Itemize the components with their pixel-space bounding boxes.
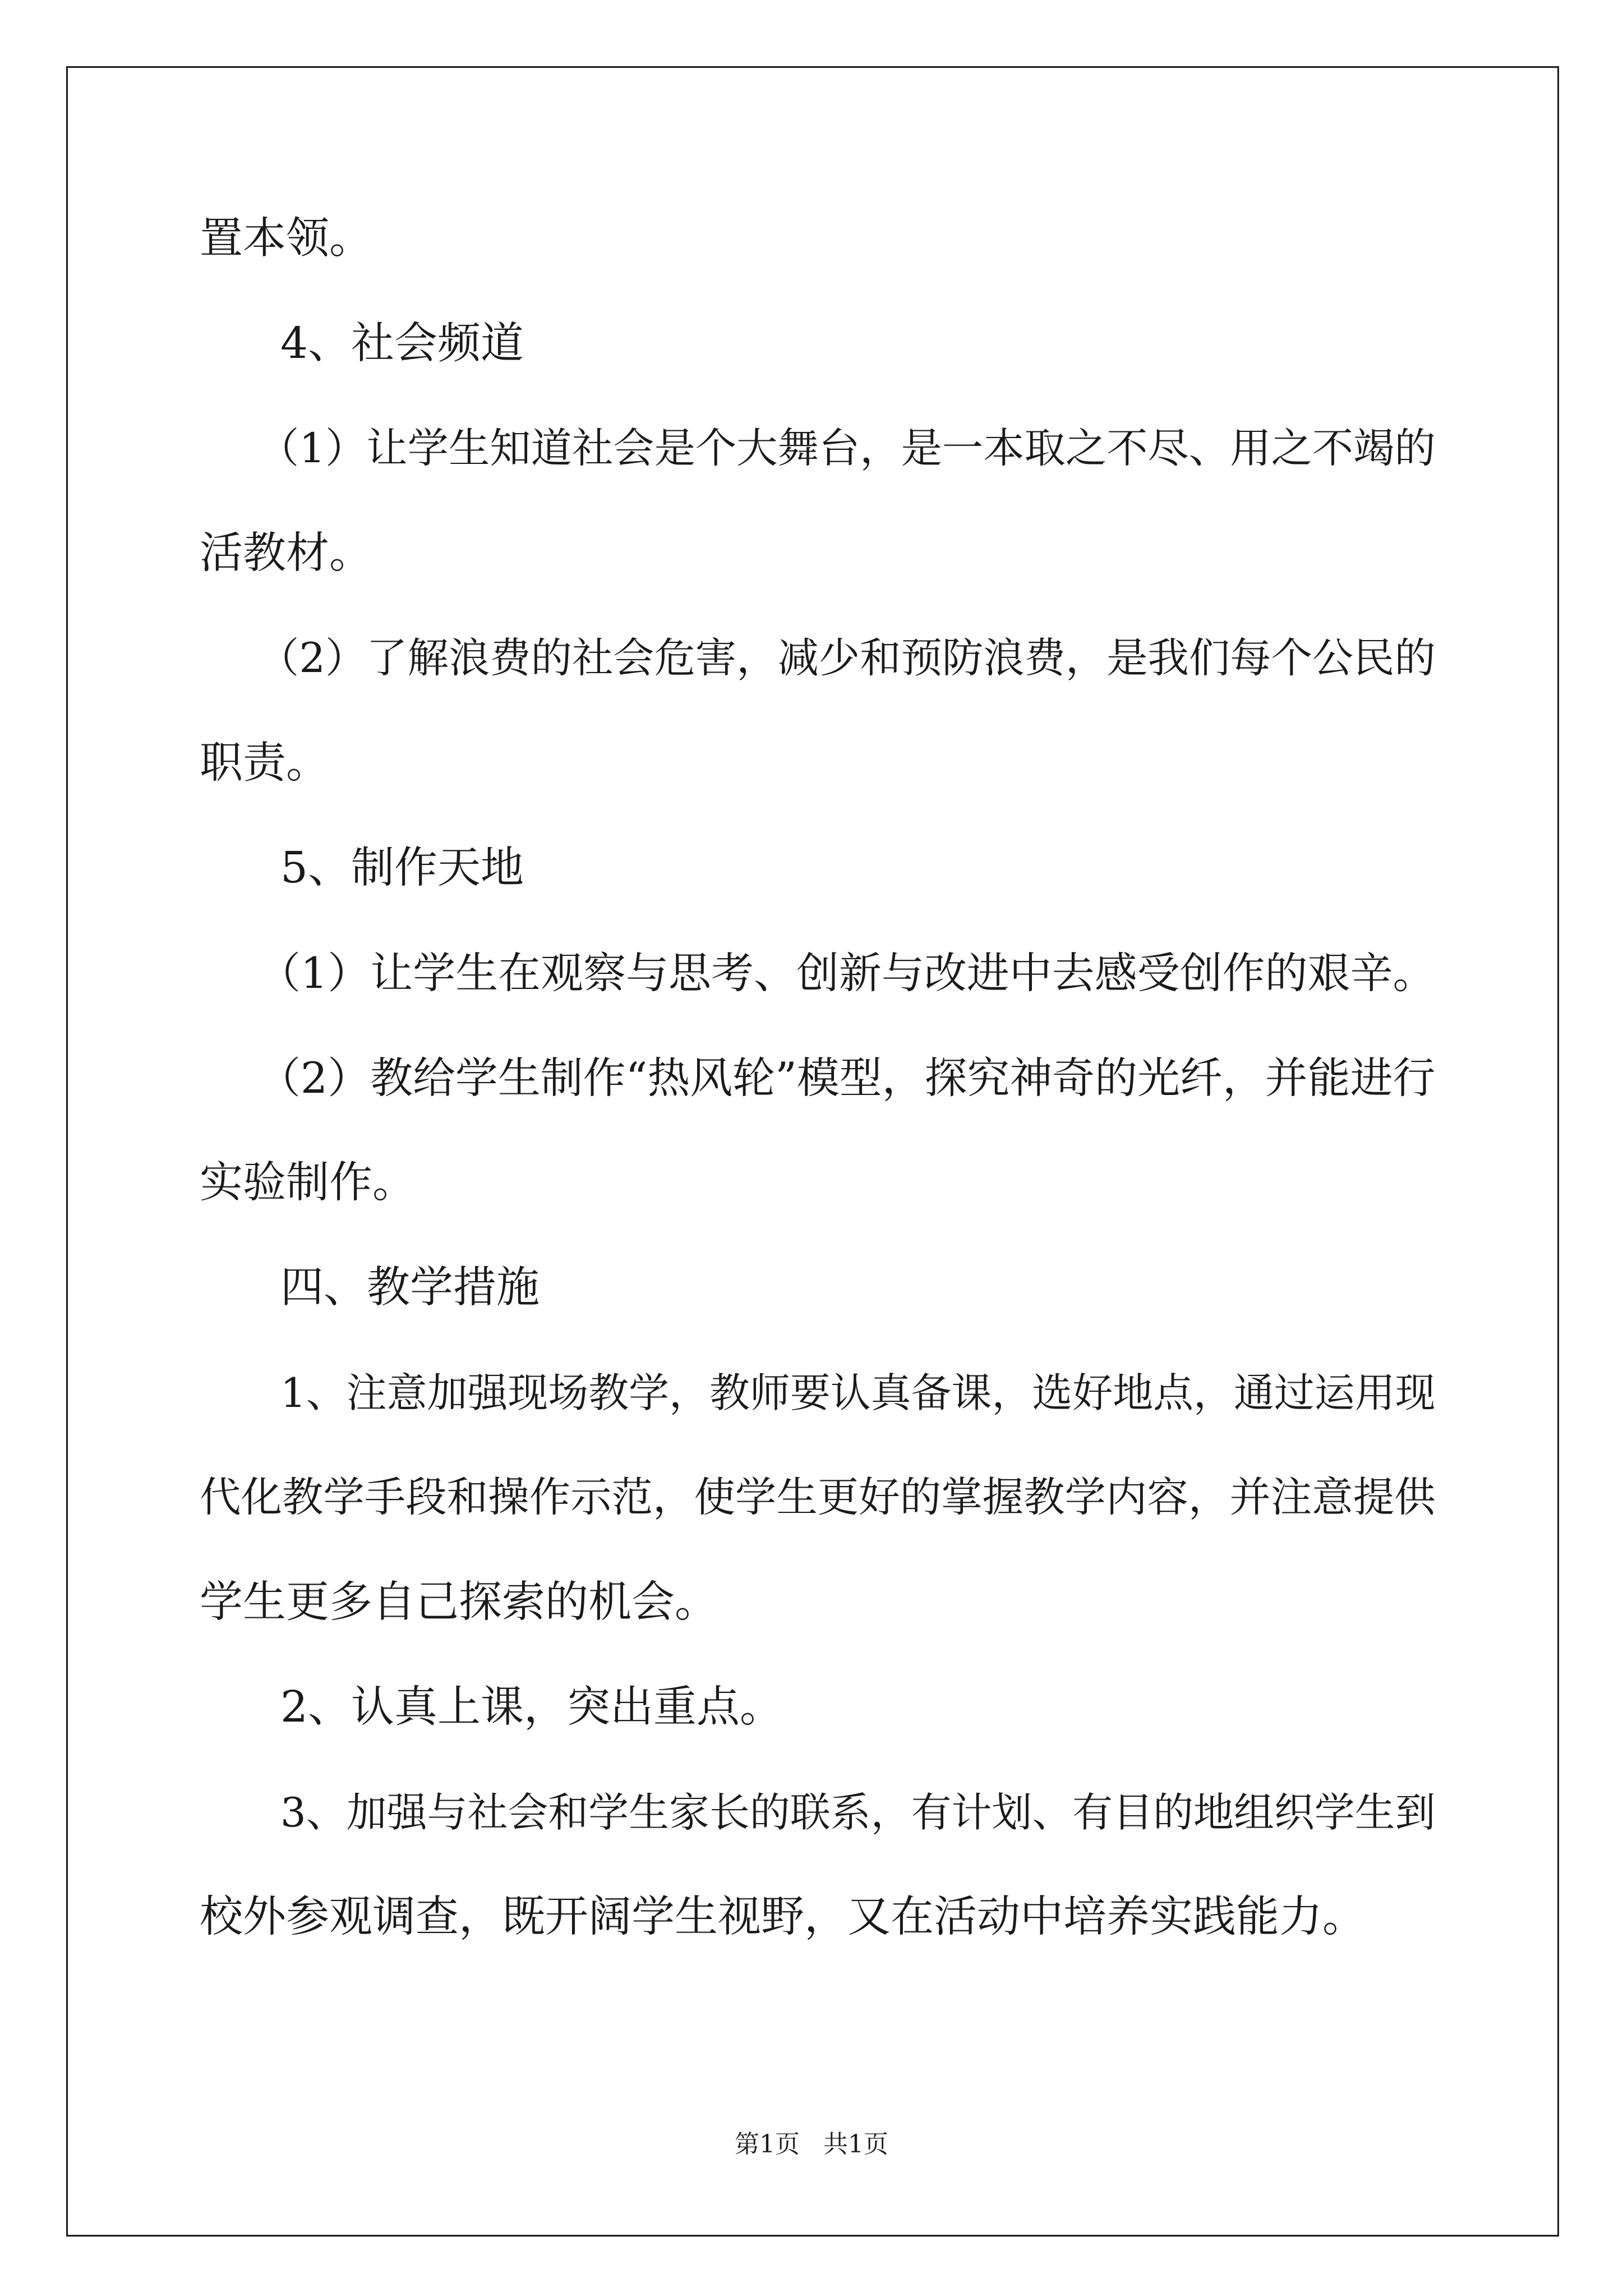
text-line: （1）让学生在观察与思考、创新与改进中去感受创作的艰辛。 — [258, 948, 1436, 998]
text-line: 2、认真上课，突出重点。 — [280, 1682, 783, 1732]
text-line: 置本领。 — [200, 214, 372, 264]
text-line: （2）教给学生制作“热风轮”模型，探究神奇的光纤，并能进行 — [258, 1053, 1436, 1103]
text-line: 3、加强与社会和学生家长的联系，有计划、有目的地组织学生到 — [280, 1789, 1436, 1836]
text-line: 实验制作。 — [200, 1158, 416, 1208]
section-heading: 5、制作天地 — [280, 843, 524, 893]
section-heading: 四、教学措施 — [280, 1263, 540, 1313]
text-line: 1、注意加强现场教学，教师要认真备课，选好地点，通过运用现 — [280, 1369, 1436, 1416]
text-line: 职责。 — [200, 738, 329, 788]
text-line: 学生更多自己探索的机会。 — [200, 1577, 718, 1627]
text-line: 代化教学手段和操作示范，使学生更好的掌握教学内容，并注意提供 — [200, 1474, 1436, 1521]
section-heading: 4、社会频道 — [280, 319, 524, 369]
text-line: （1）让学生知道社会是个大舞台，是一本取之不尽、用之不竭的 — [258, 425, 1436, 472]
text-line: 活教材。 — [200, 528, 372, 578]
text-line: （2）了解浪费的社会危害，减少和预防浪费，是我们每个公民的 — [258, 634, 1436, 682]
page-footer: 第1页 共1页 — [735, 2130, 888, 2159]
text-line: 校外参观调查，既开阔学生视野，又在活动中培养实践能力。 — [200, 1892, 1366, 1942]
